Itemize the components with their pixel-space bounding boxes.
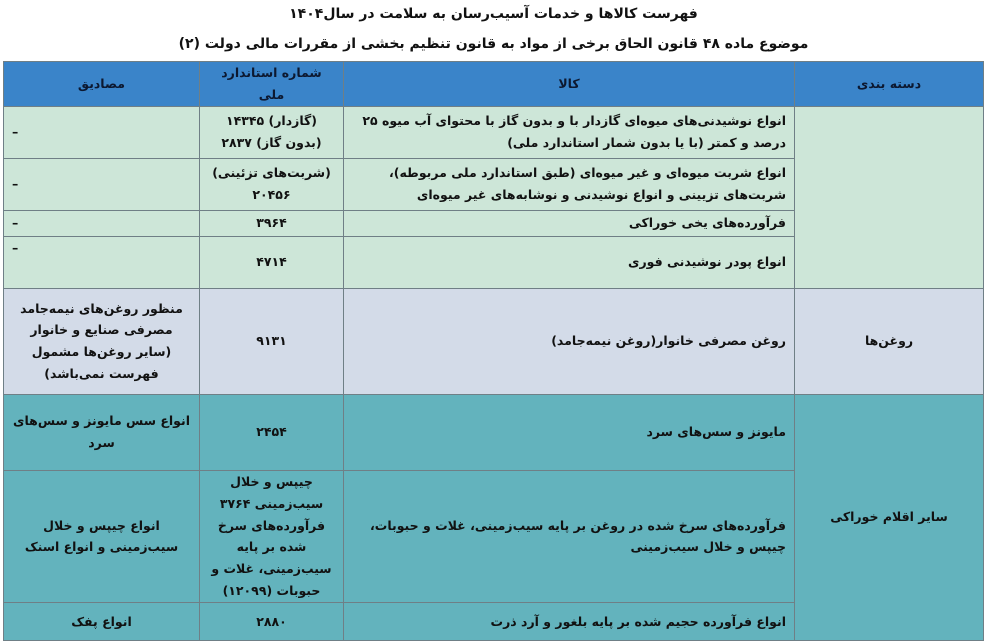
goods-cell: انواع نوشیدنی‌های میوه‌ای گازدار با و بدون گاز با محتوای آب میوه ۲۵ درصد و کمتر (با یا بدون شمار استاندارد ملی)	[344, 106, 795, 158]
table-header-row	[4, 62, 984, 107]
examples-cell: –	[4, 210, 200, 236]
standard-cell: چیپس و خلال سیب‌زمینی ۳۷۶۴ فرآورده‌های سرخ شده بر پایه سیب‌زمینی، غلات و حبوبات (۱۲۰۹۹)	[200, 470, 344, 602]
standard-cell: ۹۱۳۱	[200, 288, 344, 394]
standard-cell: ۲۸۸۰	[200, 603, 344, 641]
column-header-examples: مصادیق	[4, 62, 200, 107]
examples-cell: –	[4, 106, 200, 158]
table-row	[4, 394, 984, 470]
examples-cell: –	[4, 158, 200, 210]
table-row	[4, 106, 984, 158]
standard-cell: ۳۹۶۴	[200, 210, 344, 236]
goods-cell: فرآورده‌های یخی خوراکی	[344, 210, 795, 236]
column-header-category: دسته بندی	[795, 62, 984, 107]
column-header-goods: کالا	[344, 62, 795, 107]
category-cell-oils: روغن‌ها	[795, 288, 984, 394]
table-row	[4, 288, 984, 394]
standard-cell: ۲۴۵۴	[200, 394, 344, 470]
goods-cell: انواع شربت میوه‌ای و غیر میوه‌ای (طبق استاندارد ملی مربوطه)، شربت‌های تزیینی و انواع نوشیدنی و نوشابه‌های غیر میوه‌ای	[344, 158, 795, 210]
standard-line: (گازدار) ۱۴۳۴۵	[226, 113, 317, 129]
document-title: فهرست کالاها و خدمات آسیب‌رسان به سلامت در سال۱۴۰۴	[289, 6, 698, 22]
standard-line: (شربت‌های تزئینی)	[212, 165, 331, 181]
column-header-standard: شماره استاندارد ملی	[200, 62, 344, 107]
examples-cell: انواع پفک	[4, 603, 200, 641]
goods-cell: مایونز و سس‌های سرد	[344, 394, 795, 470]
standard-cell	[200, 158, 344, 210]
standard-cell: ۴۷۱۴	[200, 236, 344, 288]
goods-cell: روغن مصرفی خانوار(روغن نیمه‌جامد)	[344, 288, 795, 394]
category-cell-other-food: سایر اقلام خوراکی	[795, 394, 984, 640]
document-subtitle: موضوع ماده ۴۸ قانون الحاق برخی از مواد به قانون تنظیم بخشی از مقررات مالی دولت (۲)	[178, 36, 809, 52]
goods-cell: انواع پودر نوشیدنی فوری	[344, 236, 795, 288]
examples-cell: انواع چیپس و خلال سیب‌زمینی و انواع اسنک	[4, 470, 200, 602]
standard-cell	[200, 106, 344, 158]
titles	[0, 0, 987, 62]
examples-cell: –	[4, 236, 200, 288]
standard-line: ۲۰۴۵۶	[252, 187, 291, 203]
goods-cell: فرآورده‌های سرخ شده در روغن بر پایه سیب‌زمینی، غلات و حبوبات، چیپس و خلال سیب‌زمینی	[344, 470, 795, 602]
goods-cell: انواع فرآورده حجیم شده بر پایه بلغور و آرد ذرت	[344, 603, 795, 641]
examples-cell: منظور روغن‌های نیمه‌جامد مصرفی صنایع و خانوار (سایر روغن‌ها مشمول فهرست نمی‌باشد)	[4, 288, 200, 394]
standard-line: (بدون گاز) ۲۸۳۷	[221, 135, 322, 151]
category-cell-drinks	[795, 106, 984, 288]
examples-cell: انواع سس مایونز و سس‌های سرد	[4, 394, 200, 470]
goods-table	[3, 61, 984, 641]
